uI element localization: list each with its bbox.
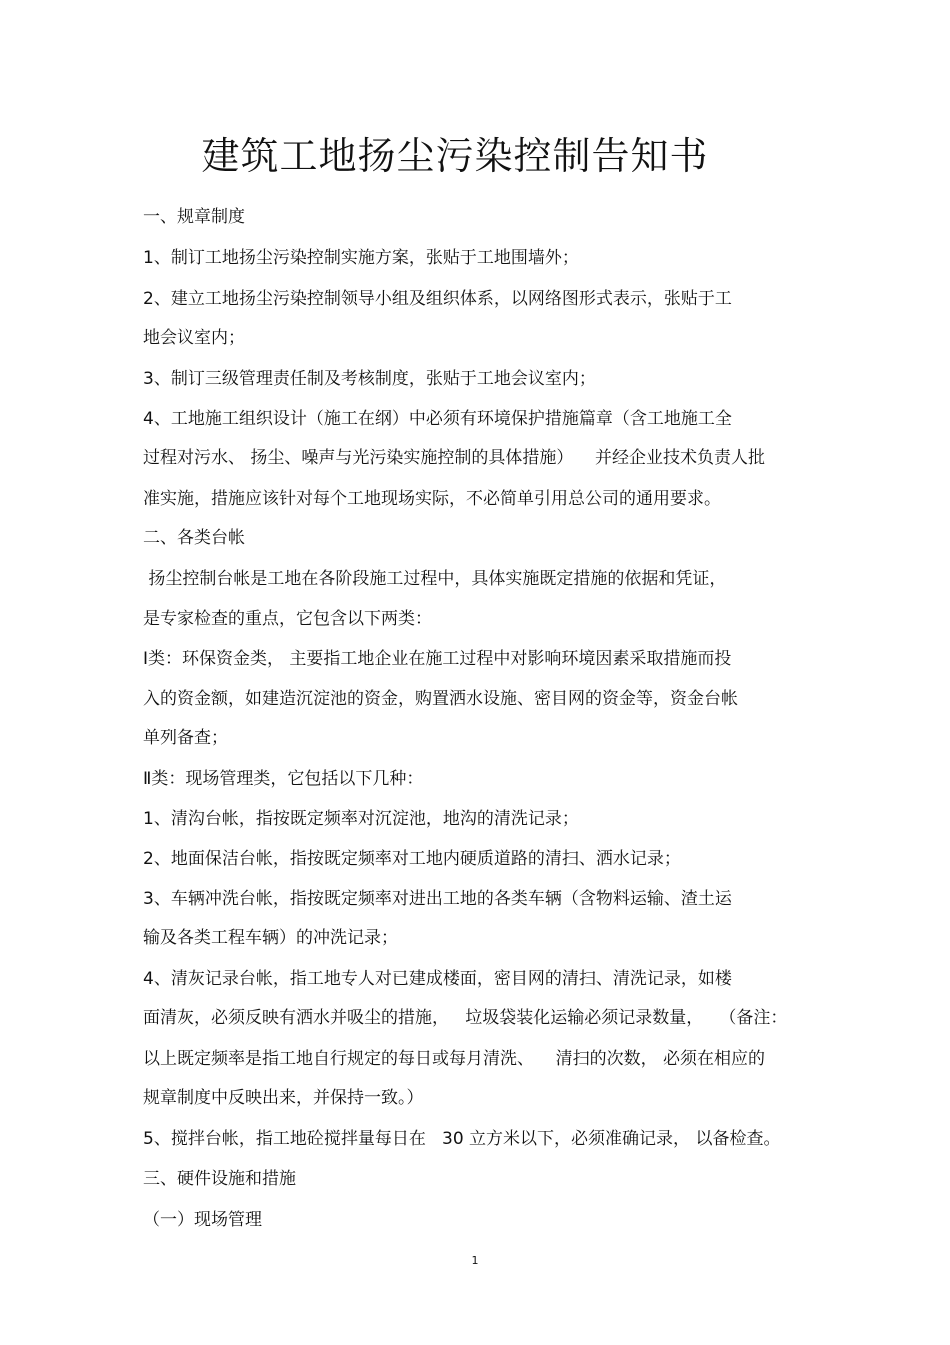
paragraph-line: 以上既定频率是指工地自行规定的每日或每月清洗、 清扫的次数， 必须在相应的 [143,1049,766,1069]
paragraph-line: 1、制订工地扬尘污染控制实施方案，张贴于工地围墙外； [143,248,579,268]
paragraph-line: 面清灰，必须反映有洒水并吸尘的措施， 垃圾袋装化运输必须记录数量， （备注： [143,1008,788,1028]
paragraph-line: 4、工地施工组织设计（施工在纲）中必须有环境保护措施篇章（含工地施工全 [143,409,732,429]
paragraph-line: 入的资金额，如建造沉淀池的资金，购置洒水设施、密目网的资金等，资金台帐 [143,689,738,709]
page-number: 1 [471,1254,479,1267]
paragraph-line: 2、地面保洁台帐，指按既定频率对工地内硬质道路的清扫、洒水记录； [143,849,681,869]
paragraph-line: 3、制订三级管理责任制及考核制度，张贴于工地会议室内； [143,369,596,389]
paragraph-line: 扬尘控制台帐是工地在各阶段施工过程中，具体实施既定措施的依据和凭证， [143,569,727,589]
section-heading: 三、硬件设施和措施 [143,1169,296,1189]
paragraph-line: Ⅰ类：环保资金类， 主要指工地企业在施工过程中对影响环境因素采取措施而投 [143,649,732,669]
section-heading: 一、规章制度 [143,207,245,227]
paragraph-line: 输及各类工程车辆）的冲洗记录； [143,928,398,948]
paragraph-line: Ⅱ类：现场管理类，它包括以下几种： [143,769,424,789]
paragraph-line: 5、搅拌台帐，指工地砼搅拌量每日在 30 立方米以下，必须准确记录， 以备检查。 [143,1129,781,1149]
paragraph-line: 单列备查； [143,728,228,748]
subsection-heading: （一）现场管理 [143,1210,262,1230]
paragraph-line: 1、清沟台帐，指按既定频率对沉淀池，地沟的清洗记录； [143,809,579,829]
paragraph-line: 地会议室内； [143,328,245,348]
paragraph-line: 是专家检查的重点，它包含以下两类： [143,609,432,629]
paragraph-line: 3、车辆冲洗台帐，指按既定频率对进出工地的各类车辆（含物料运输、渣土运 [143,889,732,909]
paragraph-line: 过程对污水、 扬尘、噪声与光污染实施控制的具体措施） 并经企业技术负责人批 [143,448,766,468]
section-heading: 二、各类台帐 [143,528,245,548]
document-title: 建筑工地扬尘污染控制告知书 [201,134,709,178]
paragraph-line: 规章制度中反映出来，并保持一致。） [143,1088,424,1108]
paragraph-line: 2、建立工地扬尘污染控制领导小组及组织体系，以网络图形式表示，张贴于工 [143,289,732,309]
paragraph-line: 准实施，措施应该针对每个工地现场实际，不必简单引用总公司的通用要求。 [143,489,721,509]
paragraph-line: 4、清灰记录台帐，指工地专人对已建成楼面，密目网的清扫、清洗记录，如楼 [143,969,732,989]
